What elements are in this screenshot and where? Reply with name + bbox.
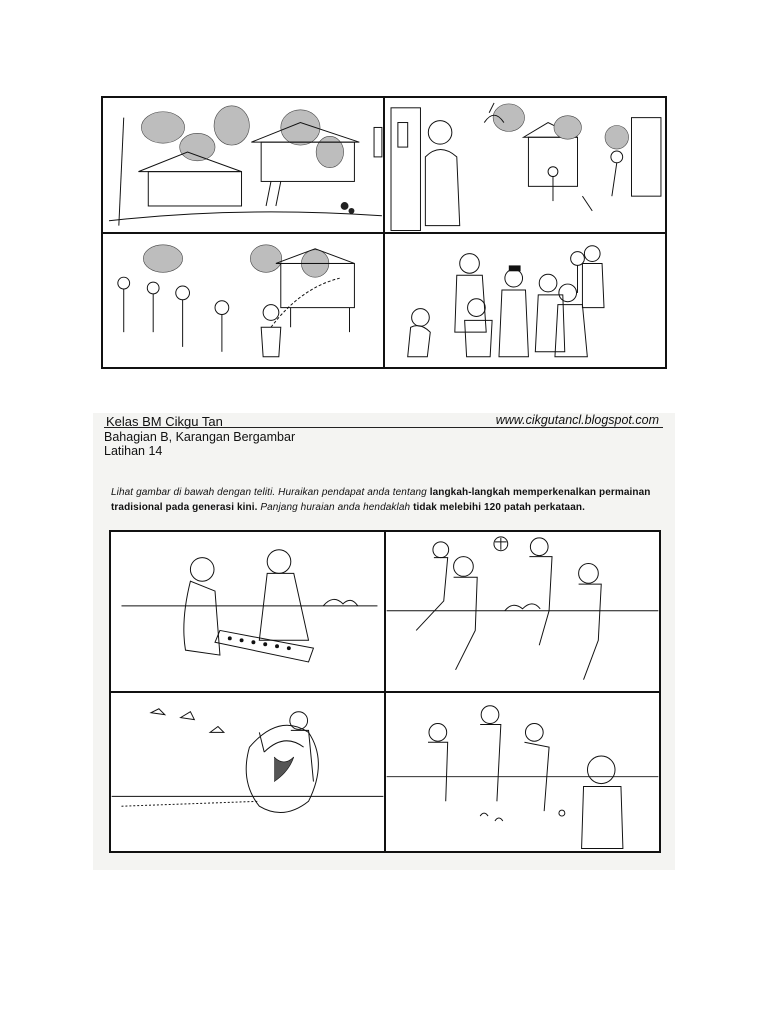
panel-villagers-thank (384, 233, 666, 369)
panel-tops-and-guli (385, 692, 660, 853)
section-title: Bahagian B, Karangan Bergambar (104, 430, 296, 444)
panel-sepak-raga (385, 531, 660, 692)
phone-call-illustration (385, 98, 665, 232)
panel-congkak (110, 531, 385, 692)
exercise-number: Latihan 14 (104, 444, 163, 458)
header-divider (104, 427, 663, 428)
firefighting-illustration (103, 234, 383, 368)
panel-firefighters-spray (102, 233, 384, 369)
panel-man-phones-help (384, 97, 666, 233)
fire-story-panels (101, 96, 667, 369)
playing-children-illustration (386, 693, 659, 852)
house-fire-illustration (103, 98, 383, 232)
instruction-text (111, 485, 671, 515)
panel-wau-kites (110, 692, 385, 853)
instruction-part-1: Lihat gambar di bawah dengan teliti. Huraikan pendapat anda tentang (111, 487, 427, 498)
thanking-illustration (385, 234, 665, 368)
worksheet-page (93, 413, 675, 870)
ball-game-illustration (386, 532, 659, 691)
panel-house-on-fire (102, 97, 384, 233)
instruction-word-limit: tidak melebihi 120 patah perkataan. (413, 502, 585, 513)
congkak-illustration (111, 532, 384, 691)
traditional-games-panels (109, 530, 661, 853)
kite-illustration (111, 693, 384, 852)
instruction-part-3: Panjang huraian anda hendaklah (260, 502, 411, 513)
class-title: Kelas BM Cikgu Tan (106, 414, 223, 429)
instruction-topic: langkah-langkah memperkenalkan permainan tradisional pada generasi kini. (111, 487, 651, 513)
blog-url: www.cikgutancl.blogspot.com (495, 413, 659, 427)
